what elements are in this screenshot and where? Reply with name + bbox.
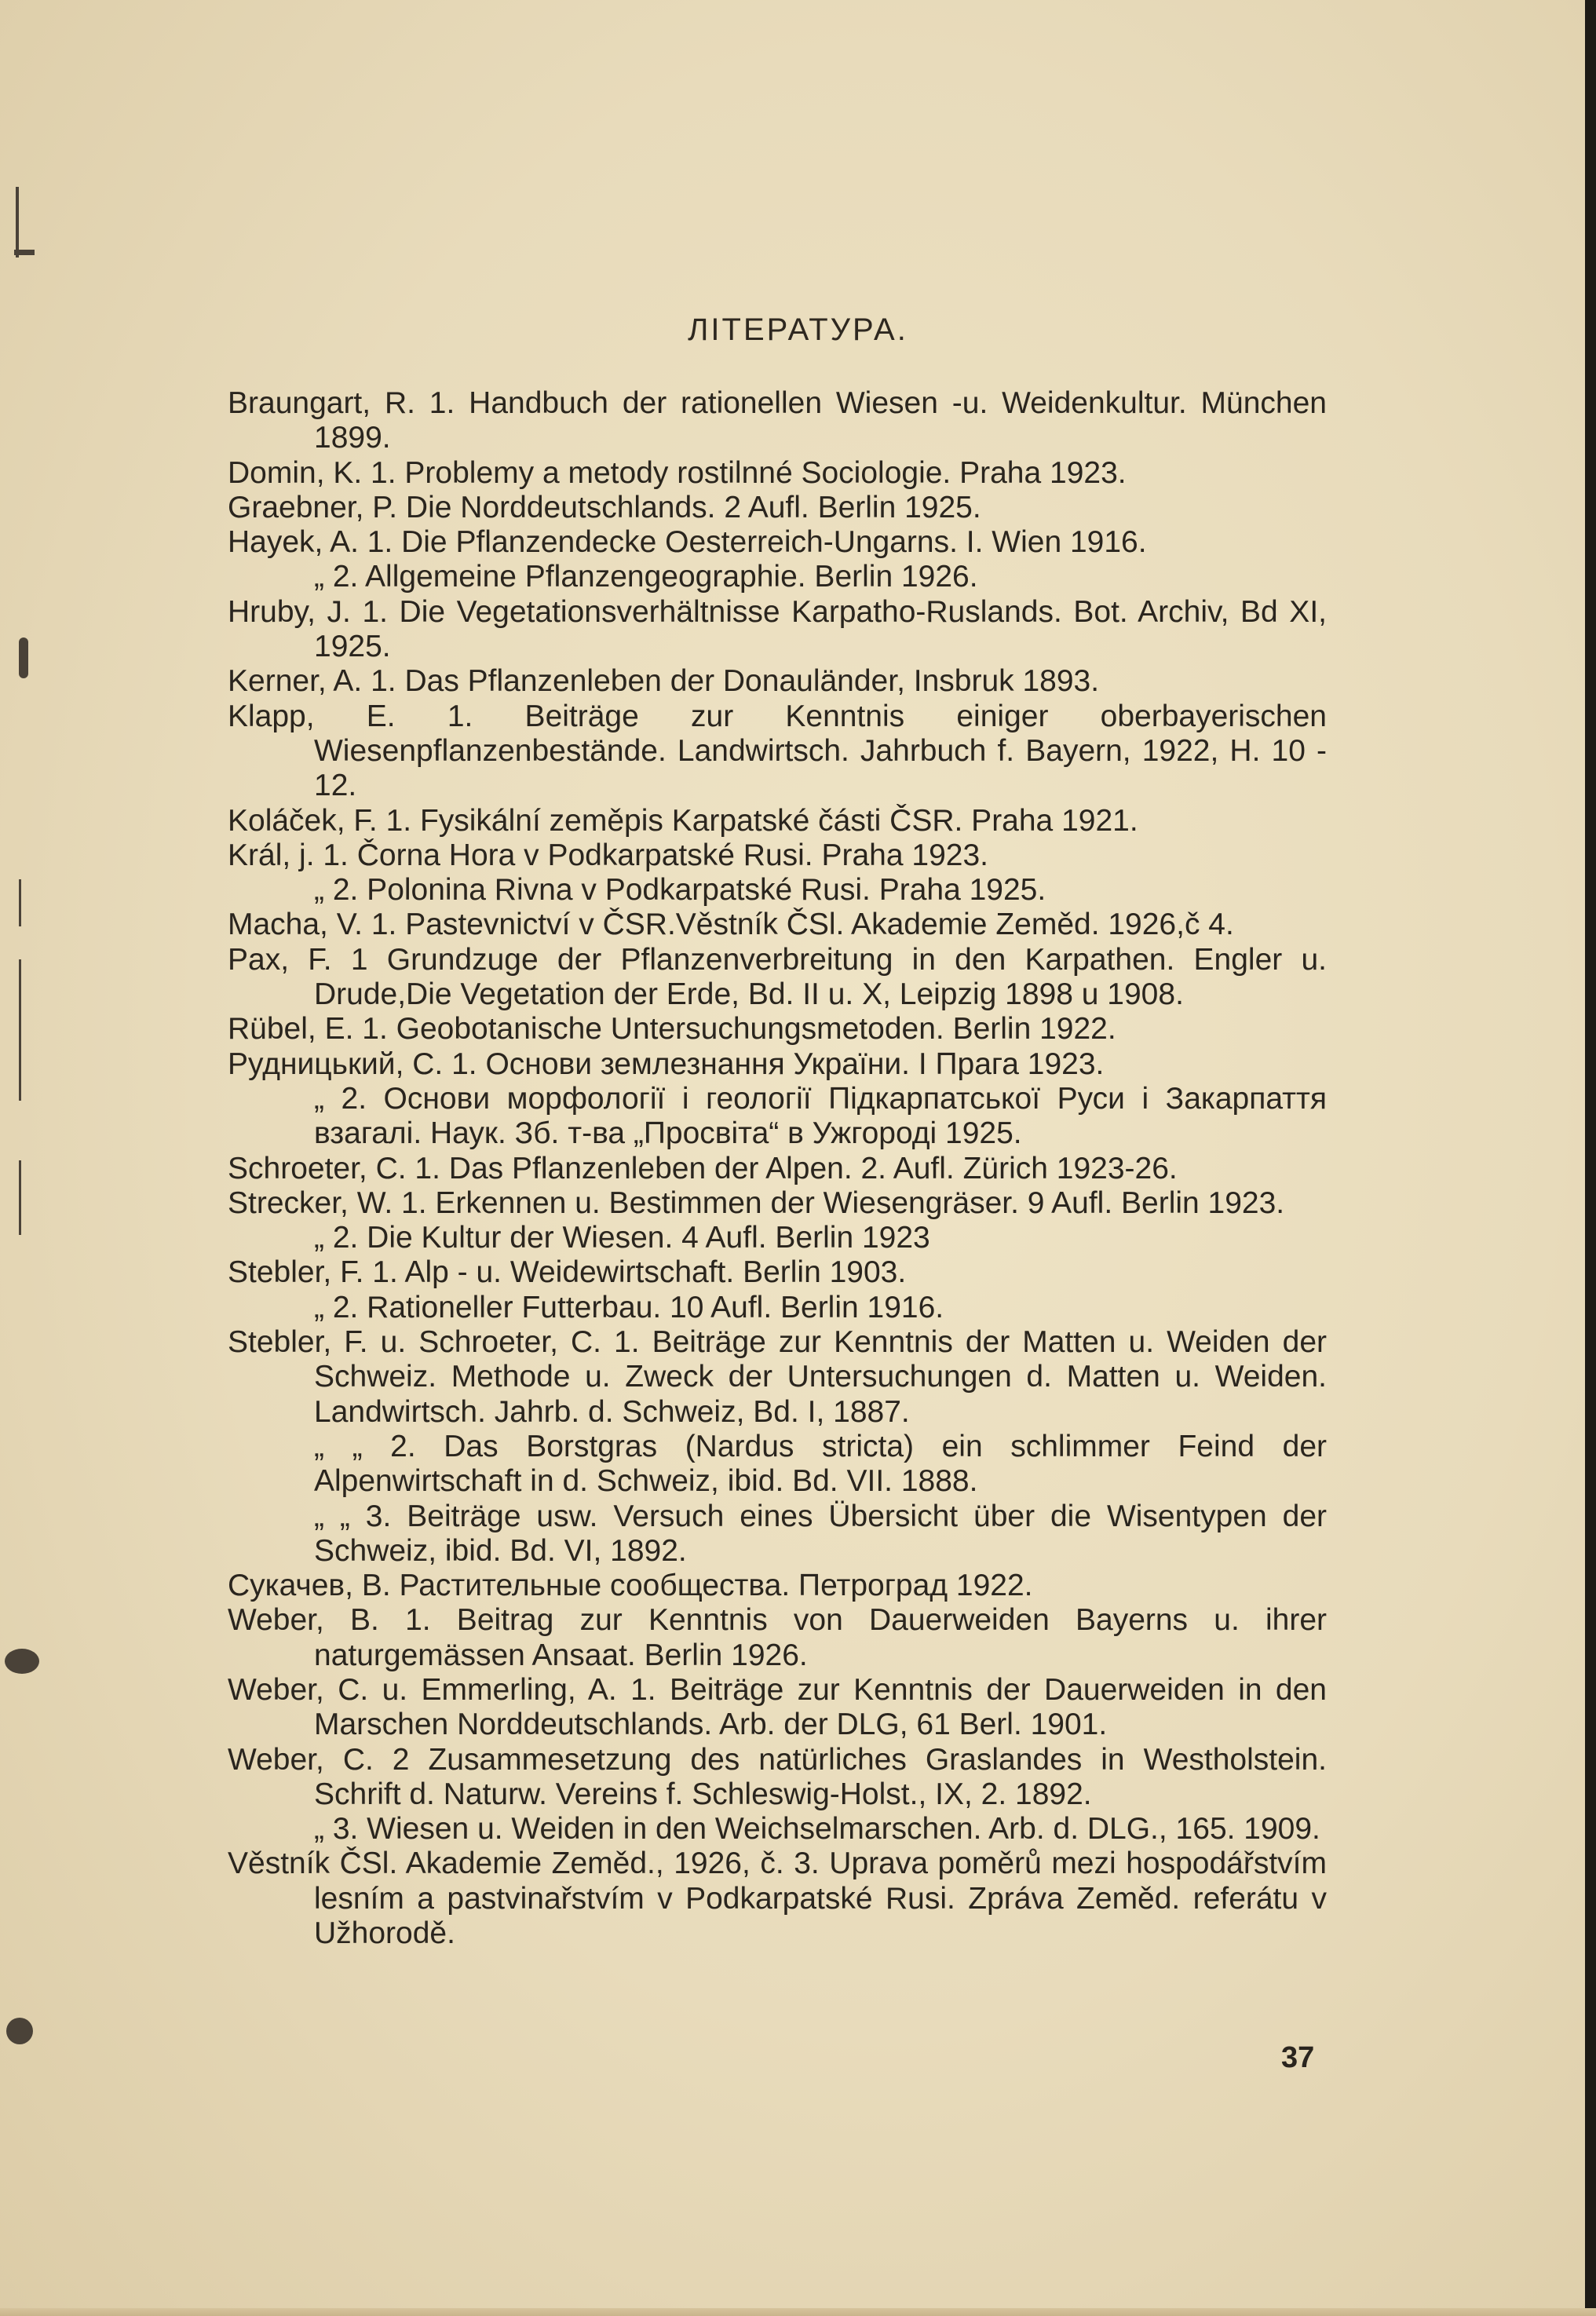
bib-entry-schroeter: Schroeter, C. 1. Das Pflanzenleben der Alpen. 2. Aufl. Zürich 1923-26.	[228, 1151, 1178, 1185]
bib-entry-graebner: Graebner, P. Die Norddeutschlands. 2 Aufl. Berlin 1925.	[228, 490, 981, 524]
page-number: 37	[1281, 2041, 1315, 2074]
margin-mark-line-4	[19, 1160, 21, 1235]
bib-entry-sukachev: Сукачев, В. Растительные сообщества. Петроград 1922.	[228, 1569, 1033, 1603]
bib-entry-pax: Pax, F. 1 Grundzuge der Pflanzenverbreitung in den Karpathen. Engler u. Drude,Die Vegetation der Erde, Bd. II u. X, Leipzig 1898 u 1908.	[228, 942, 1327, 1012]
bib-entry-weber-emmerling: Weber, C. u. Emmerling, A. 1. Beiträge zur Kenntnis der Dauerweiden in den Marschen Norddeutschlands. Arb. der DLG, 61 Berl. 1901.	[228, 1672, 1327, 1742]
bib-entry-stebler-schroeter-1: Stebler, F. u. Schroeter, C. 1. Beiträge zur Kenntnis der Matten u. Weiden der Schweiz. Methode u. Zweck der Untersuchungen d. Matten u. Weiden. Landwirtsch. Jahrb. d. Schweiz, Bd. I, 1887.	[228, 1325, 1327, 1429]
margin-mark-line-3	[19, 959, 21, 1101]
bib-entry-weber-c-3: „ 3. Wiesen u. Weiden in den Weichselmarschen. Arb. d. DLG., 165. 1909.	[314, 1812, 1320, 1847]
bib-entry-rudnytskyi-2: „ 2. Основи морфології і геології Підкарпатської Руси і Закарпаття взагалі. Наук. Зб. т-ва „Просвіта“ в Ужгороді 1925.	[314, 1081, 1327, 1151]
bib-entry-kerner: Kerner, A. 1. Das Pflanzenleben der Donauländer, Insbruk 1893.	[228, 664, 1100, 699]
bibliography-heading: ЛІТЕРАТУРА.	[688, 312, 908, 347]
bibliography-list	[228, 386, 1327, 1951]
bib-entry-kolacek: Koláček, F. 1. Fysikální zeměpis Karpatské části ČSR. Praha 1921.	[228, 803, 1138, 838]
margin-mark-line-2	[19, 879, 21, 926]
bib-entry-macha: Macha, V. 1. Pastevnictví v ČSR.Věstník ČSl. Akademie Zeměd. 1926,č 4.	[228, 908, 1234, 942]
bib-entry-domin: Domin, K. 1. Problemy a metody rostilnné Sociologie. Praha 1923.	[228, 455, 1127, 490]
bib-entry-weber-c-2: Weber, C. 2 Zusammesetzung des natürliches Graslandes in Westholstein. Schrift d. Naturw. Vereins f. Schleswig-Holst., IX, 2. 1892.	[228, 1742, 1327, 1811]
bib-entry-kral-1: Král, j. 1. Čorna Hora v Podkarpatské Rusi. Praha 1923.	[228, 838, 988, 872]
bib-entry-hruby: Hruby, J. 1. Die Vegetationsverhältnisse Karpatho-Ruslands. Bot. Archiv, Bd XI, 1925.	[228, 594, 1327, 664]
bib-entry-kral-2: „ 2. Polonina Rivna v Podkarpatské Rusi. Praha 1925.	[314, 873, 1046, 908]
margin-mark-blot-2	[5, 1649, 39, 1674]
margin-mark-blot-3	[6, 2018, 33, 2044]
margin-mark-tick-top	[14, 250, 35, 255]
bib-entry-strecker-2: „ 2. Die Kultur der Wiesen. 4 Aufl. Berlin 1923	[314, 1221, 930, 1255]
bib-entry-weber-b: Weber, B. 1. Beitrag zur Kenntnis von Dauerweiden Bayerns u. ihrer naturgemässen Ansaat. Berlin 1926.	[228, 1603, 1327, 1672]
bib-entry-stebler-1: Stebler, F. 1. Alp - u. Weidewirtschaft. Berlin 1903.	[228, 1255, 907, 1290]
margin-mark-blot-1	[19, 637, 28, 678]
page-bottom-edge	[0, 2308, 1596, 2316]
bib-entry-stebler-schroeter-3: „ „ 3. Beiträge usw. Versuch eines Übersicht über die Wisentypen der Schweiz, ibid. Bd. VI, 1892.	[314, 1499, 1327, 1568]
bib-entry-stebler-2: „ 2. Rationeller Futterbau. 10 Aufl. Berlin 1916.	[314, 1290, 944, 1324]
bib-entry-rubel: Rübel, E. 1. Geobotanische Untersuchungsmetoden. Berlin 1922.	[228, 1012, 1116, 1047]
bib-entry-hayek-2: „ 2. Allgemeine Pflanzengeographie. Berlin 1926.	[314, 560, 978, 594]
bib-entry-braungart: Braungart, R. 1. Handbuch der rationellen Wiesen -u. Weidenkultur. München 1899.	[228, 386, 1327, 455]
bib-entry-klapp: Klapp, E. 1. Beiträge zur Kenntnis einiger oberbayerischen Wiesenpflanzenbestände. Landwirtsch. Jahrbuch f. Bayern, 1922, H. 10 - 12.	[228, 699, 1327, 803]
margin-mark-line-top	[16, 187, 19, 258]
bib-entry-vestnik: Věstník ČSl. Akademie Zeměd., 1926, č. 3. Uprava poměrů mezi hospodářstvím lesním a pastvinařstvím v Podkarpatské Rusi. Zpráva Zeměd. referátu v Užhorodě.	[228, 1847, 1327, 1951]
bib-entry-stebler-schroeter-2: „ „ 2. Das Borstgras (Nardus stricta) ein schlimmer Feind der Alpenwirtschaft in d. Schweiz, ibid. Bd. VII. 1888.	[314, 1429, 1327, 1499]
bib-entry-hayek-1: Hayek, A. 1. Die Pflanzendecke Oesterreich-Ungarns. I. Wien 1916.	[228, 525, 1147, 560]
bib-entry-rudnytskyi-1: Рудницький, С. 1. Основи землезнання України. І Прага 1923.	[228, 1047, 1105, 1081]
bib-entry-strecker-1: Strecker, W. 1. Erkennen u. Bestimmen der Wiesengräser. 9 Aufl. Berlin 1923.	[228, 1185, 1285, 1220]
